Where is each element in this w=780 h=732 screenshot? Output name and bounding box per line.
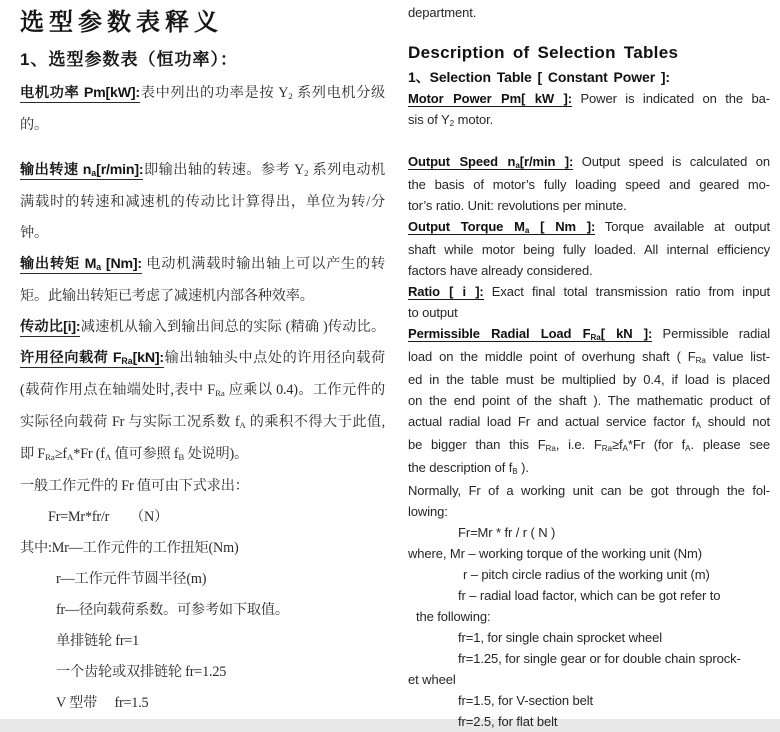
subscript: Ra — [695, 356, 706, 366]
subscript: Ra — [545, 444, 556, 454]
subscript: B — [512, 467, 518, 477]
body-text: 单排链轮 fr=1 — [56, 633, 140, 649]
fr-v-belt-cn — [20, 688, 385, 719]
text-line — [408, 302, 770, 323]
text-line — [20, 688, 385, 719]
term-text — [20, 85, 140, 103]
text-line — [20, 281, 385, 312]
body-text: 处说明)。 — [184, 446, 249, 462]
text-line — [20, 187, 385, 218]
subscript: 2 — [449, 119, 455, 129]
term-motor-power-en — [408, 88, 770, 132]
subscript: A — [695, 421, 701, 431]
text-line — [408, 669, 770, 690]
term-output-torque-en — [408, 216, 770, 281]
body-text: 即输出轴的转速。参考 Y — [143, 162, 305, 178]
subscript: B — [178, 452, 185, 463]
where-fr-cn — [20, 595, 385, 626]
text-line — [20, 155, 385, 187]
text-line — [408, 711, 770, 732]
body-text: 即 F — [20, 446, 46, 462]
text-line — [408, 2, 770, 23]
subscript: A — [66, 452, 74, 463]
body-text: factors have already considered. — [408, 263, 593, 278]
body-text: the basis of motor’s fully loading speed and geared mo- — [408, 177, 770, 192]
body-text: where, Mr – working torque of the working unit (Nm) — [408, 546, 703, 561]
text-line — [408, 690, 770, 711]
text-line — [20, 8, 385, 38]
term-output-torque-cn — [20, 249, 385, 312]
text-line — [408, 346, 770, 369]
doc-title-en — [408, 39, 770, 66]
term-text — [408, 219, 595, 235]
subscript: Ra — [590, 333, 601, 343]
where-definitions-en — [408, 543, 770, 627]
text-line — [20, 439, 385, 471]
left-column-chinese — [20, 0, 385, 719]
body-text: fr—径向载荷系数。可参考如下取值。 — [56, 602, 289, 618]
text-line — [408, 648, 770, 669]
text-line — [20, 48, 385, 72]
subscript: Ra — [601, 444, 612, 454]
body-text: 满载时的转速和减速机的传动比计算得出，单位为转/分 — [20, 194, 385, 210]
body-text: Fr=Mr*fr/r （N） — [48, 509, 169, 525]
body-text: fr=1.25, for single gear or for double chain sprock- — [458, 651, 741, 666]
body-text: to output — [408, 305, 458, 320]
body-text: 的。 — [20, 117, 48, 133]
body-text: lowing: — [408, 504, 448, 519]
body-text: . please see — [690, 437, 770, 452]
text-line — [408, 501, 770, 522]
text-line — [408, 480, 770, 501]
fr-25-en — [408, 711, 770, 732]
body-text: *Fr (for f — [627, 437, 686, 452]
fr-15-en — [408, 690, 770, 711]
term-text: [r/min]: — [96, 162, 144, 178]
body-text: shaft while motor being fully loaded. All internal efficiency — [408, 242, 770, 257]
term-output-speed-cn — [20, 155, 385, 249]
body-text: Description of Selection Tables — [408, 43, 679, 62]
body-text: Fr=Mr * fr / r ( N ) — [458, 525, 556, 540]
subscript: Ra — [121, 356, 133, 367]
subscript: a — [91, 168, 97, 179]
body-text: sis of Y — [408, 112, 450, 127]
term-text: Output Speed n — [408, 154, 516, 169]
subscript: Ra — [214, 388, 225, 399]
subscript: A — [685, 444, 691, 454]
body-text: r – pitch circle radius of the working unit (m) — [463, 567, 710, 582]
text-line — [20, 502, 385, 533]
doc-title-cn — [20, 8, 385, 38]
fr-formula-intro-cn — [20, 471, 385, 502]
term-motor-power-cn — [20, 78, 385, 141]
body-text: 系列电机分级 — [292, 85, 386, 101]
term-text — [408, 91, 572, 107]
fr-formula-cn — [20, 502, 385, 533]
term-text: 电机功率 Pm[kW]: — [20, 85, 140, 101]
fr-formula-en — [408, 522, 770, 543]
body-text: , i.e. F — [555, 437, 602, 452]
body-text: 的乘积不得大于此值, — [245, 414, 385, 430]
term-ratio-cn — [20, 312, 385, 343]
text-line — [408, 39, 770, 66]
text-line — [20, 533, 385, 564]
where-r-cn — [20, 564, 385, 595]
text-line — [20, 110, 385, 141]
body-text: ≥f — [612, 437, 623, 452]
subscript: Ra — [45, 452, 55, 463]
body-text: r—工作元件节圆半径(m) — [56, 571, 207, 587]
term-text: Permissible Radial Load F — [408, 326, 591, 341]
term-ratio-en — [408, 281, 770, 323]
fr-1-en — [408, 627, 770, 648]
body-text: 1、Selection Table [ Constant Power ]: — [408, 69, 670, 85]
body-text: fr=1, for single chain sprocket wheel — [458, 630, 663, 645]
text-line — [20, 407, 385, 439]
body-text: value list- — [705, 349, 770, 364]
term-text: Ratio [ i ]: — [408, 284, 484, 299]
term-text — [20, 319, 80, 337]
body-text: *Fr (f — [73, 446, 105, 462]
term-text — [408, 284, 484, 300]
body-text: et wheel — [408, 672, 456, 687]
body-text: 一般工作元件的 Fr 值可由下式求出： — [20, 478, 249, 494]
body-text: 其中:Mr—工作元件的工作扭矩(Nm) — [20, 540, 239, 556]
text-line — [408, 390, 770, 411]
term-text: 许用径向载荷 F — [20, 350, 122, 366]
term-text — [408, 326, 652, 342]
fr-gear-double-sprocket-cn — [20, 657, 385, 688]
body-text: fr – radial load factor, which can be got refer to — [458, 588, 721, 603]
term-text: Output Torque M — [408, 219, 525, 234]
body-text: Output speed is calculated on — [573, 154, 770, 169]
text-line — [408, 564, 770, 585]
term-text — [20, 350, 164, 368]
body-text: V 型带 fr=1.5 — [56, 695, 149, 711]
term-text: [ Nm ]: — [529, 219, 596, 234]
subscript: A — [239, 420, 246, 431]
section-1-heading-cn — [20, 48, 385, 72]
text-line — [408, 457, 770, 480]
term-text: 输出转速 n — [20, 162, 92, 178]
fr-single-sprocket-cn — [20, 626, 385, 657]
term-radial-load-en — [408, 323, 770, 480]
text-line — [408, 88, 770, 109]
text-line — [20, 626, 385, 657]
text-line — [408, 585, 770, 606]
text-line — [408, 627, 770, 648]
term-text: [r/min ]: — [519, 154, 574, 169]
text-line — [20, 312, 385, 343]
body-text: 一个齿轮或双排链轮 fr=1.25 — [56, 664, 227, 680]
body-text: (载荷作用点在轴端处时,表中 F — [20, 382, 215, 398]
fr-125-en — [408, 648, 770, 690]
term-text — [20, 256, 142, 274]
term-radial-load-cn — [20, 343, 385, 471]
text-line — [20, 218, 385, 249]
term-text: 输出转矩 M — [20, 256, 97, 272]
section-1-heading-en — [408, 66, 770, 88]
text-line — [408, 411, 770, 434]
text-line — [408, 323, 770, 346]
body-text: the following: — [416, 609, 491, 624]
body-text: 选型参数表释义 — [20, 9, 223, 36]
term-text: 传动比[i]: — [20, 319, 81, 335]
text-line — [20, 375, 385, 407]
text-line — [408, 151, 770, 174]
text-line — [408, 174, 770, 195]
text-line — [408, 109, 770, 132]
body-text: fr=1.5, for V-section belt — [458, 693, 594, 708]
normally-fr-en — [408, 480, 770, 522]
body-text: fr=2.5, for flat belt — [458, 714, 558, 729]
text-line — [408, 606, 770, 627]
body-text: actual radial load Fr and actual service factor f — [408, 414, 696, 429]
body-text: 表中列出的功率是按 Y — [139, 85, 289, 101]
department-line — [408, 2, 770, 23]
text-line — [408, 369, 770, 390]
body-text: be bigger than this F — [408, 437, 546, 452]
body-text: Normally, Fr of a working unit can be got through the fol- — [408, 483, 770, 498]
term-text — [20, 162, 143, 180]
text-line — [20, 343, 385, 375]
text-line — [408, 434, 770, 457]
body-text: Torque available at output — [595, 219, 770, 234]
subscript: a — [96, 262, 102, 273]
where-mr-cn — [20, 533, 385, 564]
subscript: a — [524, 226, 530, 236]
body-text: 电动机满载时输出轴上可以产生的转 — [141, 256, 386, 272]
term-text: [Nm]: — [101, 256, 142, 272]
body-text: 值可参照 f — [111, 446, 179, 462]
text-line — [408, 522, 770, 543]
body-text: ). — [517, 460, 529, 475]
body-text: 减速机从输入到输出间总的实际 (精确 )传动比。 — [80, 319, 385, 335]
body-text: ed in the table must be multiplied by 0.4, if load is placed — [408, 372, 770, 387]
body-text: Exact final total transmission ratio from input — [483, 284, 770, 299]
body-text: department. — [408, 5, 477, 20]
body-text: 实际径向载荷 Fr 与实际工况系数 f — [20, 414, 240, 430]
term-text: [kN]: — [132, 350, 164, 366]
text-line — [408, 66, 770, 88]
body-text: 1、选型参数表（恒功率）： — [20, 50, 238, 69]
subscript: a — [515, 161, 520, 171]
body-text: motor. — [454, 112, 494, 127]
right-column-english — [408, 0, 770, 729]
subscript: A — [104, 452, 112, 463]
term-text — [408, 154, 573, 170]
term-text: Motor Power Pm[ kW ]: — [408, 91, 572, 106]
term-output-speed-en — [408, 151, 770, 216]
term-text: [ kN ]: — [600, 326, 653, 341]
text-line — [408, 195, 770, 216]
text-line — [408, 543, 770, 564]
body-text: should not — [700, 414, 770, 429]
text-line — [408, 281, 770, 302]
body-text: Permissible radial — [652, 326, 770, 341]
text-line — [20, 595, 385, 626]
text-line — [20, 564, 385, 595]
text-line — [20, 249, 385, 281]
text-line — [20, 657, 385, 688]
body-text: 钟。 — [20, 225, 48, 241]
body-text: the description of f — [408, 460, 513, 475]
body-text: load on the middle point of overhung shaft ( F — [408, 349, 696, 364]
text-line — [20, 78, 385, 110]
body-text: 应乘以 0.4)。工作元件的 — [224, 382, 386, 398]
body-text: tor’s ratio. Unit: revolutions per minute. — [408, 198, 627, 213]
body-text: ≥f — [54, 446, 67, 462]
body-text: 输出轴轴头中点处的许用径向载荷 — [163, 350, 385, 366]
text-line — [20, 471, 385, 502]
body-text: on the end point of the shaft ). The mathematic product of — [408, 393, 770, 408]
text-line — [408, 216, 770, 239]
body-text: Power is indicated on the ba- — [572, 91, 770, 106]
text-line — [408, 260, 770, 281]
subscript: A — [622, 444, 628, 454]
subscript: 2 — [304, 168, 309, 179]
subscript: 2 — [288, 91, 293, 102]
body-text: 矩。此输出转矩已考虑了减速机内部各种效率。 — [20, 288, 314, 304]
text-line — [408, 239, 770, 260]
body-text: 系列电动机 — [308, 162, 385, 178]
